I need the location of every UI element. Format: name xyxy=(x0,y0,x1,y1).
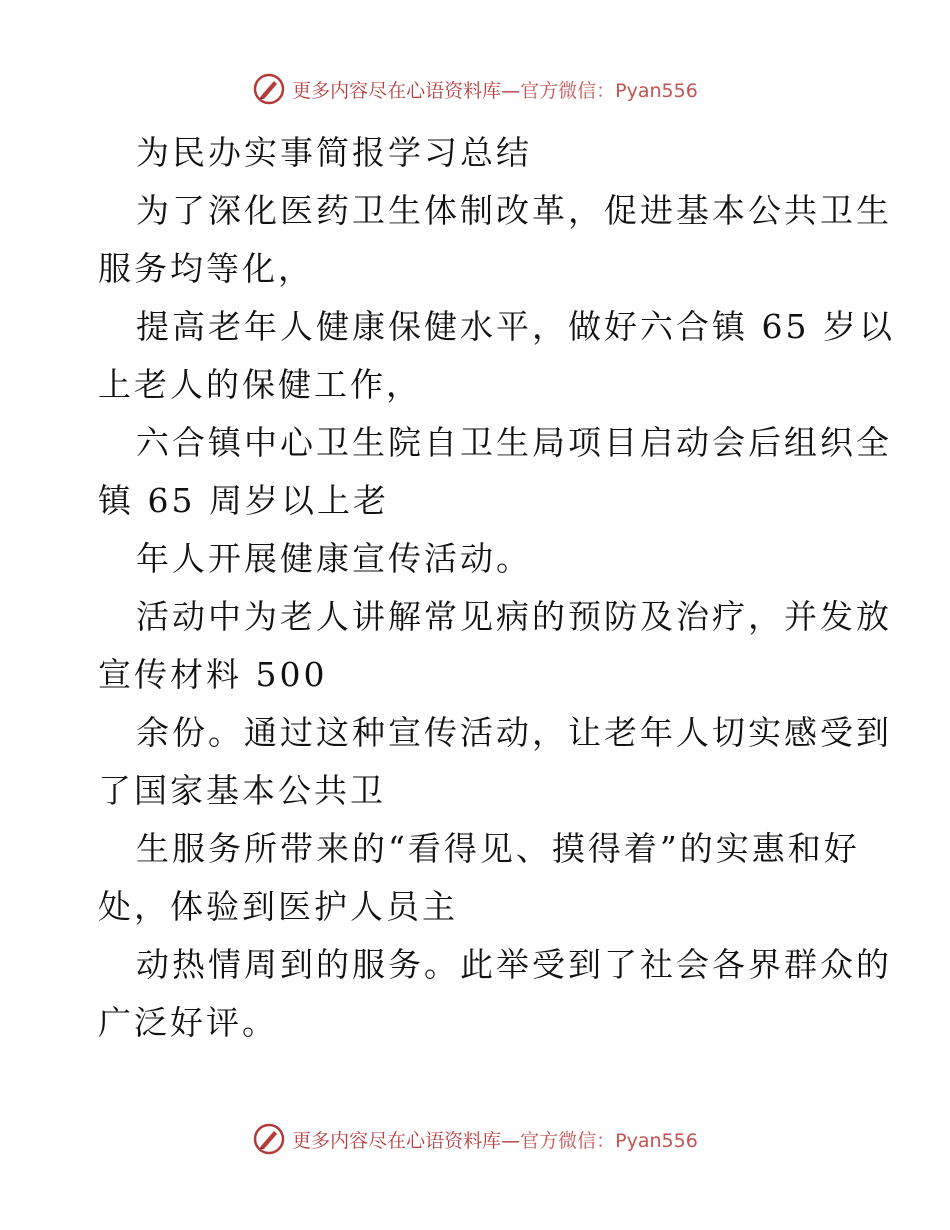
banner-separator: — xyxy=(501,79,521,102)
paragraph-line: 动热情周到的服务。此举受到了社会各界群众的 xyxy=(136,945,892,984)
paragraph-line: 余份。通过这种宣传活动，让老年人切实感受到 xyxy=(136,713,892,752)
logo-icon xyxy=(252,1122,286,1156)
header-banner xyxy=(0,72,950,106)
document-body xyxy=(98,124,895,1052)
paragraph-line: 提高老年人健康保健水平，做好六合镇 65 岁以 xyxy=(136,307,895,346)
paragraph-line: 上老人的保健工作， xyxy=(98,365,422,404)
paragraph-line: 年人开展健康宣传活动。 xyxy=(136,539,532,578)
paragraph-line: 处，体验到医护人员主 xyxy=(98,887,458,926)
banner-wechat-text: 官方微信：Pyan556 xyxy=(520,79,698,102)
paragraph-line: 宣传材料 500 xyxy=(98,655,328,694)
document-title: 为民办实事简报学习总结 xyxy=(136,133,532,172)
paragraph-line: 了国家基本公共卫 xyxy=(98,771,386,810)
paragraph-line: 为了深化医药卫生体制改革，促进基本公共卫生 xyxy=(136,191,892,230)
paragraph-line: 广泛好评。 xyxy=(98,1003,278,1042)
banner-separator: — xyxy=(501,1129,521,1152)
logo-icon xyxy=(252,72,286,106)
paragraph-line: 六合镇中心卫生院自卫生局项目启动会后组织全 xyxy=(136,423,892,462)
paragraph-line: 生服务所带来的“看得见、摸得着”的实惠和好 xyxy=(136,829,860,868)
paragraph-line: 活动中为老人讲解常见病的预防及治疗，并发放 xyxy=(136,597,892,636)
banner-site-text: 更多内容尽在心语资料库 xyxy=(292,1129,502,1152)
footer-banner xyxy=(0,1122,950,1156)
paragraph-line: 镇 65 周岁以上老 xyxy=(98,481,389,520)
banner-site-text: 更多内容尽在心语资料库 xyxy=(292,79,502,102)
paragraph-line: 服务均等化， xyxy=(98,249,314,288)
banner-wechat-text: 官方微信：Pyan556 xyxy=(520,1129,698,1152)
